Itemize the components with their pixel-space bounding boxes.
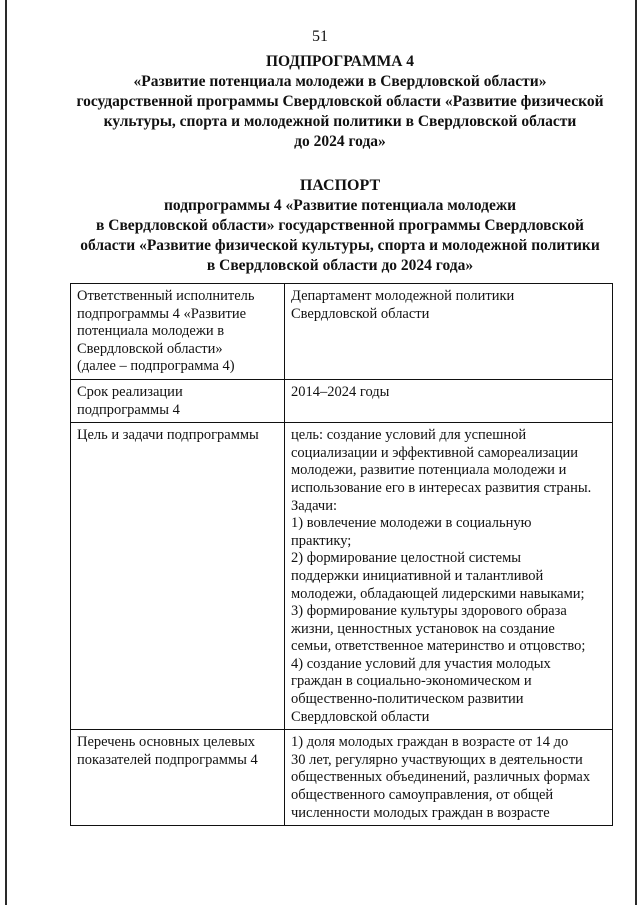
passport-subtitle-line: области «Развитие физической культуры, спорта и молодежной политики (80, 237, 600, 254)
left-scan-edge (5, 0, 7, 905)
cell-text-line: семьи, ответственное материнство и отцовство; (291, 638, 586, 655)
cell-text-line: поддержки инициативной и талантливой (291, 567, 544, 584)
subprogram-subtitle-line: культуры, спорта и молодежной политики в Свердловской области (103, 113, 577, 130)
passport-subtitle-line: в Свердловской области» государственной программы Свердловской (96, 217, 584, 234)
cell-text-line: Срок реализации (77, 383, 183, 400)
cell-text-line: граждан в социально-экономическом и (291, 673, 532, 690)
cell-text-line: (далее – подпрограмма 4) (77, 358, 235, 375)
cell-text-line: 2014–2024 годы (291, 383, 390, 400)
cell-text-line: показателей подпрограммы 4 (77, 751, 258, 768)
table-row (71, 284, 613, 380)
cell-text-line: 4) создание условий для участия молодых (291, 655, 551, 672)
passport-subtitle-line: подпрограммы 4 «Развитие потенциала молодежи (163, 197, 517, 214)
cell-text-line: молодежи, обладающей лидерскими навыками; (291, 585, 585, 602)
row-label-cell (71, 284, 285, 380)
cell-text-line: 3) формирование культуры здорового образа (291, 603, 567, 620)
page-number: 51 (312, 28, 328, 45)
subprogram-subtitle-line: «Развитие потенциала молодежи в Свердловской области» (133, 73, 547, 90)
cell-text-line: 1) вовлечение молодежи в социальную (291, 515, 532, 532)
subprogram-subtitle-line: государственной программы Свердловской области «Развитие физической (76, 93, 604, 110)
cell-text-line: Свердловской области» (77, 340, 223, 357)
cell-text-line: потенциала молодежи в (77, 323, 225, 340)
cell-text-line: подпрограммы 4 (77, 401, 180, 418)
cell-text-line: использование его в интересах развития страны. (291, 479, 592, 496)
cell-text-line: Департамент молодежной политики (291, 288, 515, 304)
right-scan-edge (635, 0, 637, 905)
table-row (71, 423, 613, 730)
cell-text-line: Цель и задачи подпрограммы (77, 427, 259, 444)
cell-text-line: 2) формирование целостной системы (291, 550, 522, 567)
passport-subtitle-line: в Свердловской области до 2024 года» (206, 257, 474, 274)
row-value-cell (285, 730, 613, 826)
subprogram-title: ПОДПРОГРАММА 4 (265, 53, 415, 70)
table-row (71, 730, 613, 826)
cell-text-line: 1) доля молодых граждан в возрасте от 14 до (291, 734, 569, 751)
cell-text-line: численности молодых граждан в возрасте (291, 804, 550, 821)
passport-title: ПАСПОРТ (299, 177, 381, 194)
passport-table-body (71, 284, 613, 826)
row-label-cell (71, 423, 285, 730)
row-value-cell (285, 379, 613, 422)
passport-table (70, 283, 613, 826)
row-label-cell (71, 379, 285, 422)
cell-text-line: Задачи: (291, 497, 338, 514)
cell-text-line: Свердловской области (291, 305, 430, 322)
cell-text-line: практику; (291, 532, 352, 549)
cell-text-line: жизни, ценностных установок на создание (291, 620, 555, 637)
cell-text-line: общественных объединений, различных формах (291, 769, 591, 786)
cell-text-line: молодежи, развитие потенциала молодежи и (291, 462, 567, 479)
cell-text-line: общественного самоуправления, от общей (291, 787, 554, 804)
cell-text-line: 30 лет, регулярно участвующих в деятельности (291, 751, 583, 768)
row-label-cell (71, 730, 285, 826)
subprogram-subtitle-line: до 2024 года» (294, 133, 386, 150)
cell-text-line: Ответственный исполнитель (77, 288, 255, 304)
cell-text-line: Свердловской области (291, 708, 430, 725)
passport-subtitle (60, 196, 620, 276)
cell-text-line: общественно-политическом развитии (291, 691, 524, 708)
cell-text-line: Перечень основных целевых (77, 734, 255, 751)
cell-text-line: цель: создание условий для успешной (291, 427, 527, 444)
row-value-cell (285, 284, 613, 380)
row-value-cell (285, 423, 613, 730)
cell-text-line: социализации и эффективной самореализации (291, 444, 579, 461)
cell-text-line: подпрограммы 4 «Развитие (77, 305, 247, 322)
table-row (71, 379, 613, 422)
subprogram-subtitle (60, 72, 620, 152)
